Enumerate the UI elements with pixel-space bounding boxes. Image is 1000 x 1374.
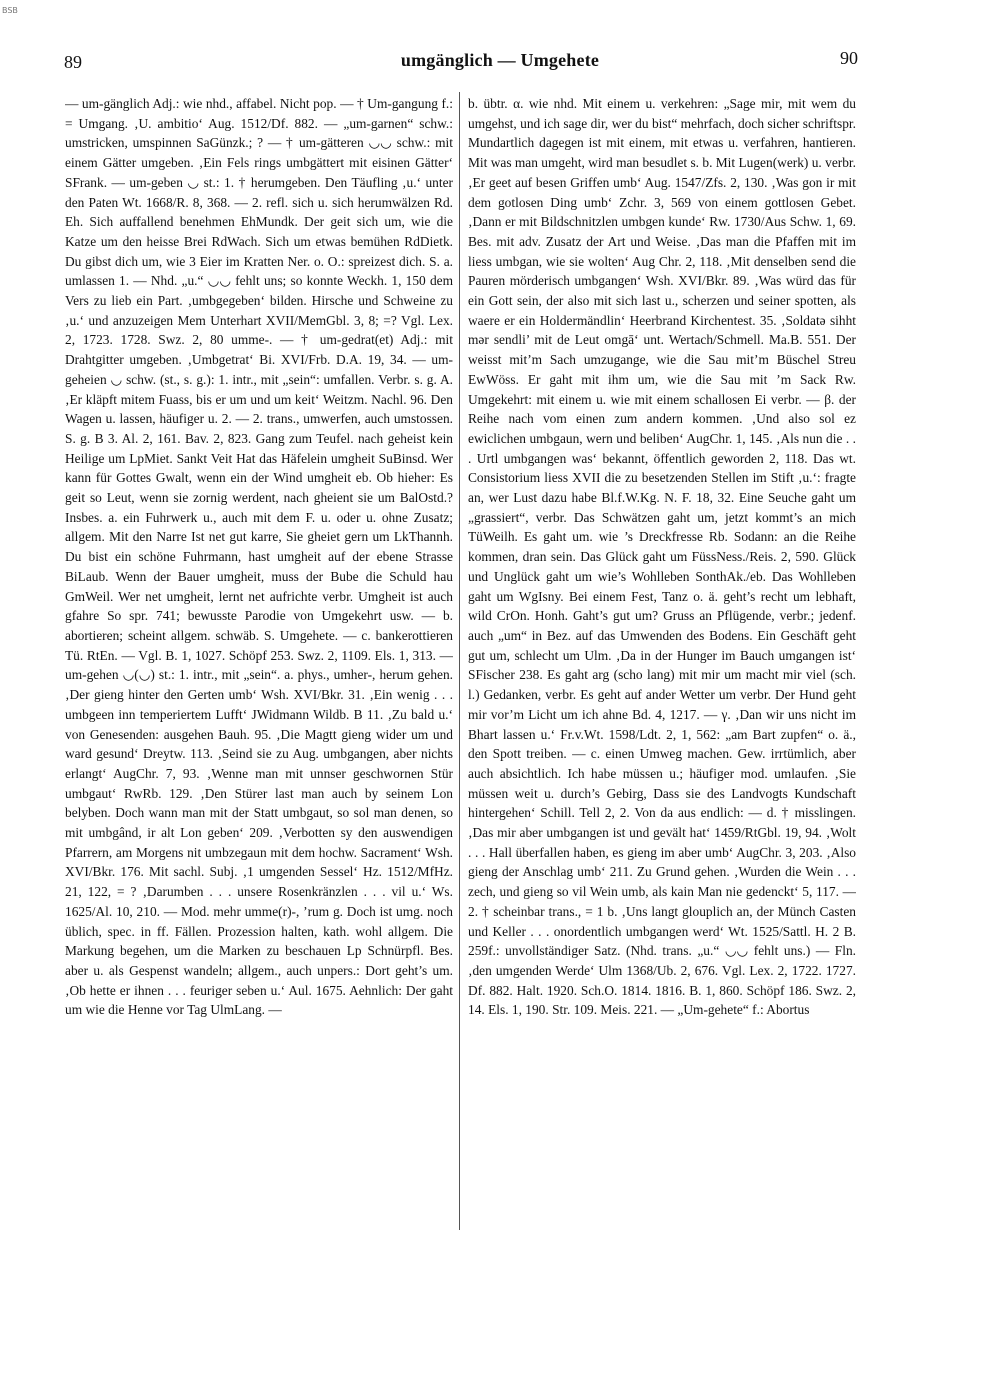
left-column-text: — um-gänglich Adj.: wie nhd., affabel. Nicht pop. — † Um-gangung f.: = Umgang. ‚U. ambitio‘ Aug. 1512/Df. 882. — „um-garnen“ schw.: umstricken, umspinnen SaGünzk.; ? — † um-gätteren ◡◡ schw.: mit einem Gätter umgeben. ‚Ein Fels rings umbgättert mit eisinen Gätter‘ SFrank. — um-geben ◡ st.: 1. † herumgeben. Den Täufling ‚u.‘ unter den Paten Wt. 1668/R. 8, 368. — 2. refl. sich u. sich herumwälzen Rd. Eh. Sich auffallend benehmen EhMundk. Der geit sich um, wie die Katze um den heisse Brei RdWach. Sich um etwas bemühen RdDietk. Du gibst dich um, wie 3 Eier im Kratten Ner. o. O.: spreizest dich. S. a. umlassen 1. — Nhd. „u.“ ◡◡ fehlt uns; so konnte Weckh. 1, 150 dem Vers zu lieb ein Part. ‚umbgegeben‘ bilden. Hirsche und Schweine zu ‚u.‘ und anzuzeigen Mem Unterhart XVII/MemGbl. 3, 8; =? Vgl. Lex. 2, 1723. 1728. Swz. 2, 80 umme-. — † um-gedrat(et) Adj.: mit Drahtgitter umgeben. ‚Umbgetrat‘ Bi. XVI/Frb. D.A. 19, 34. — um-geheien ◡ schw. (st., s. g.): 1. intr., mit „sein“: umfallen. Verbr. s. g. A. ‚Er kläpft mitem Fuass, bis er um und um keit‘ Weitzm. Nachl. 96. Den Wagen u. lassen, häufiger u. 2. — 2. trans., umwerfen, auch umstossen. S. g. B 3. Al. 2, 161. Bav. 2, 823. Gang zum Teufel. nach geheist kein Heilige um LpMiet. Sankt Veit Hat das Häfelein umgheit SuBinsd. Wer kann für Gottes Gwalt, wenn ein der Wind umgheit eb. Ob hieher: Es geit so Leut, wenn sie zornig werdent, nach gheient sie um BalOstd.? Insbes. a. ein Fuhrwerk u., auch mit dem F. u. oder u. ohne Zusatz; allgem. Mit den Narre Ist net gut karre, Sie gheiet gern um LkThannh. Du bist ein schöne Fuhrmann, hast umgheit auf der ebene Strasse BiLaub. Wenn der Bauer umgheit, muss der Bube die Schuld hau GmWeil. Wer net umgheit, lernt net aufrichte verbr. Umgheit ist auch gfahre So spr. 741; bewusste Parodie von Umgekehrt usw. — b. abortieren; scheint allgem. schwäb. S. Umgehete. — c. bankerottieren Tü. RtEn. — Vgl. B. 1, 1027. Schöpf 253. Swz. 2, 1109. Els. 1, 313. — um-gehen ◡(◡) st.: 1. intr., mit „sein“. a. phys., umher-, herum gehen. ‚Der gieng hinter den Gerten umb‘ Wsh. XVI/Bkr. 31. ‚Ein wenig . . . umbgeen inn temperiertem Lufft‘ JWidmann Wildb. B 11. ‚Zu bald u.‘ von Genesenden: ausgehen Bauh. 95. ‚Die Magtt gieng wider um und ward gesund‘ Dreytw. 113. ‚Seind sie zu Aug. umbgangen, aber nichts erlangt‘ AugChr. 7, 93. ‚Wenne man mit unnser geschwornen Stür umbgaut‘ RwRb. 129. ‚Den Stürer last man auch by seinem Lon belyben. Doch wann man mit der Statt umbgaut, so sol man denen, so mit umbgând, ir alt Lon geben‘ 209. ‚Verbotten sy den auswendigen Pfarrern, am Morgens nit umbzegaun mit dem hochw. Sacrament‘ Wsh. XVI/Bkr. 176. Mit sachl. Subj. ‚1 umgenden Sessel‘ Hz. 1512/MfHz. 21, 122, = ? ‚Darumben . . . unsere Rosenkränzlen . . . vil u.‘ Ws. 1625/Al. 10, 210. — Mod. mehr umme(r)-, ’rum g. Doch ist umg. noch üblich, spec. in ff. Fällen. Prozession halten, kath. wohl allgem. Die Markung begehen, um die Marken zu beschauen Lp Schnürpfl. Bes. aber u. als Gespenst wandeln; allgem., auch unpers.: Dort geht’s um. ‚Ob hette er ihnen . . . feuriger seben u.‘ Aul. 1675. Aehnlich: Der gaht um wie die Henne vor Tag UlmLang. — [65, 96, 453, 1018]
left-page-number: 89 [64, 52, 82, 72]
column-divider [459, 92, 460, 1230]
right-column-text: b. übtr. α. wie nhd. Mit einem u. verkehren: „Sage mir, mit wem du umgehst, und ich sage dir, wer du bist“ mehrfach, doch sicher schriftspr. Mundartlich dagegen ist mit einem, mit etwas u. verfahren, hantieren. Mit was man umgeht, wird man besudlet s. b. Mit Lugen(werk) u. verbr. ‚Er geet auf besen Griffen umb‘ Aug. 1547/Zfs. 2, 130. ‚Was gon ir mit dem gotlosen Ding umb‘ Zchr. 3, 569 von einem gottlosen Gebet. ‚Dann er mit Bildschnitzlen umbgen kunde‘ Rw. 1730/Aus Schw. 1, 69. Bes. mit adv. Zusatz der Art und Weise. ‚Das man die Pfaffen mit im liess umbgan, wie sie wolten‘ Aug Chr. 2, 118. ‚Mit denselben send die Pauren mörderisch umbgangen‘ Wsh. XVI/Bkr. 89. ‚Was würd das für ein Gott sein, der also mit sich last u., scherzen und seiner spotten, als waere er ein Holdermändlin‘ Heerbrand Kirchentest. 35. ‚Soldatə sihht mər sendli’ mit de Leut omgā‘ unt. Wertach/Schmell. Ma.B. 551. Der weisst mit’m Sach umzugange, wie die Sau mit’m Büschel Streu EwWöss. Er gaht mit ihm um, wie die Sau mit ’m Sack Rw. Umgekehrt: mit einem u. wie mit einem schallosen Ei verbr. — β. der Reihe nach vom einen zum andern kommen. ‚Und also sol ez ewiclichen umbgaun, wern und beliben‘ AugChr. 1, 145. ‚Als nun die . . . Urtl umbgangen was‘ bekannt, öffentlich geworden 2, 118. Das wt. Consistorium liess XVII die zu besetzenden Stellen im Stift ‚u.‘: fragte an, wer Lust dazu habe Bl.f.W.Kg. N. F. 18, 32. Eine Seuche gaht um „grassiert“, verbr. Das Schwätzen gaht um, jetzt kommt’s an mich TüWeilh. Es gaht um. wie ’s Dreckfresse Rb. Sodann: an die Reihe kommen, dran sein. Das Glück gaht um FüssNess./Reis. 2, 590. Glück und Unglück gaht um wie’s Wohlleben SonthAk./eb. Das Wohlleben gaht um WgIsny. Bei einem Fest, Tanz o. ä. geht’s recht um lebhaft, wild CrOn. Honh. Gaht’s gut um? Gruss an Pflügende, verbr.; jedenf. auch „um“ in Bez. auf das Umwenden des Bodens. Ein Geschäft geht gut um, schlecht um Ulm. ‚Da in der Hunger im Bauch umgangen ist‘ SFischer 238. Es gaht arg (scho lang) mit mir um macht mir viel (sch. l.) Gedanken, verbr. Es geht auf ander Wetter um verbr. Der Hund geht mir vor’m Licht um ich ahne Bd. 4, 1217. — γ. ‚Dan wir uns nicht im Bhart lassen u.‘ Fr.v.Wt. 1598/Ldt. 2, 1, 562: „am Bart zupfen“ o. ä., den Spott treiben. — c. einen Umweg machen. Gew. irrtümlich, aber auch absichtlich. Ich habe müssen u.; häufiger mod. umlaufen. ‚Sie müssen weit u. durch’s Gebirg, Dass sie des Landvogts Kundschaft hintergehen‘ Schill. Tell 2, 2. Von da aus endlich: — d. † misslingen. ‚Das mir aber umbgangen ist und gevält hat‘ 1459/RtGbl. 19, 94. ‚Wolt . . . Hall überfallen haben, es gieng im aber umb‘ AugChr. 3, 203. ‚Also gieng der Anschlag umb‘ 211. Zu Grund gehen. ‚Wurden die Wein . . . zech, und gieng so vil Wein umb, als kain Man nie gedenckt‘ 5, 117. — 2. † scheinbar trans., = 1 b. ‚Uns langt glouplich an, der Münch Casten und Keller . . . onordentlich umbgangen werd‘ Wt. 1525/Sattl. H. 2 B. 259f.: unvollständiger Satz. (Nhd. trans. „u.“ ◡◡ fehlt uns.) — Fln. ‚den umgenden Werde‘ Ulm 1368/Ub. 2, 676. Vgl. Lex. 2, 1722. 1727. Df. 882. Halt. 1920. Sch.O. 1814. 1816. B. 1, 860. Schöpf 186. Swz. 2, 14. Els. 1, 190. Str. 109. Meis. 221. — „Um-gehete“ f.: Abortus [468, 96, 856, 1018]
right-page-number: 90 [840, 48, 858, 68]
left-column [65, 94, 453, 1234]
right-column [468, 94, 856, 1234]
running-title: umgänglich — Umgehete [400, 50, 600, 70]
library-stamp: BSB [2, 6, 18, 15]
page-header [0, 48, 1000, 78]
